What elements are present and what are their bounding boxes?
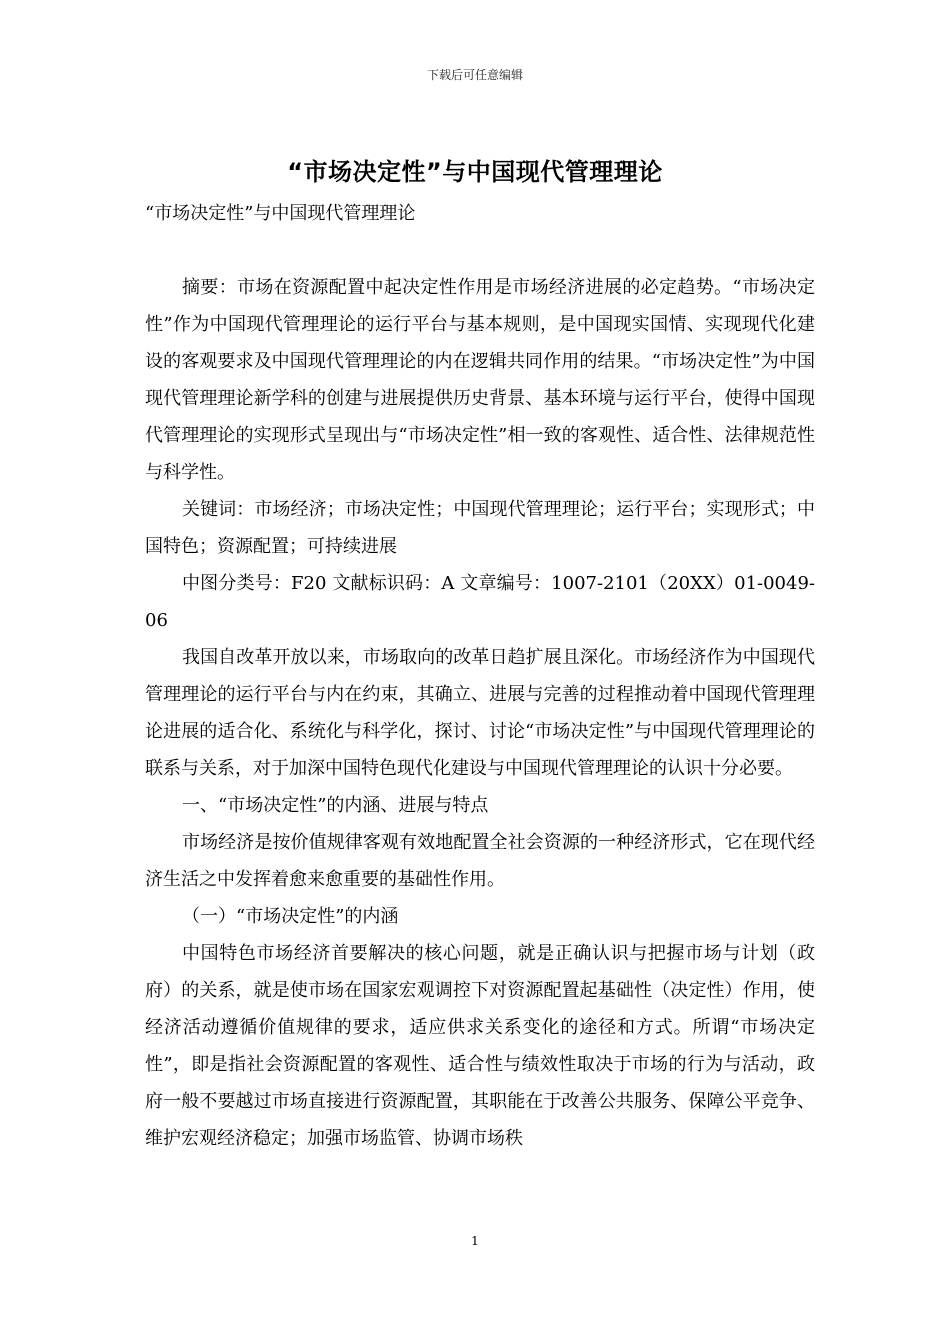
section-heading: 一、“市场决定性”的内涵、进展与特点	[182, 795, 489, 816]
classification-paragraph: 中图分类号：F20 文献标识码：A 文章编号：1007-2101（20XX）01-0049-06	[145, 573, 815, 631]
page-number: 1	[471, 1234, 479, 1248]
subsection-heading: （一）“市场决定性”的内涵	[182, 906, 399, 927]
document-subtitle: “市场决定性”与中国现代管理理论	[145, 203, 416, 224]
abstract-paragraph: 摘要：市场在资源配置中起决定性作用是市场经济进展的必定趋势。“市场决定性”作为中国现代管理理论的运行平台与基本规则，是中国现实国情、实现现代化建设的客观要求及中国现代管理理论的内在逻辑共同作用的结果。“市场决定性”为中国现代管理理论新学科的创建与进展提供历史背景、基本环境与运行平台，使得中国现代管理理论的实现形式呈现出与“市场决定性”相一致的客观性、适合性、法律规范性与科学性。	[145, 277, 815, 483]
document-title: “市场决定性”与中国现代管理理论	[287, 158, 663, 186]
header-note: 下载后可任意编辑	[426, 68, 523, 82]
body-paragraph: 市场经济是按价值规律客观有效地配置全社会资源的一种经济形式，它在现代经济生活之中发挥着愈来愈重要的基础性作用。	[145, 832, 815, 890]
body-paragraph: 我国自改革开放以来，市场取向的改革日趋扩展且深化。市场经济作为中国现代管理理论的运行平台与内在约束，其确立、进展与完善的过程推动着中国现代管理理论进展的适合化、系统化与科学化，探讨、讨论“市场决定性”与中国现代管理理论的联系与关系，对于加深中国特色现代化建设与中国现代管理理论的认识十分必要。	[145, 647, 815, 779]
blank-line	[145, 232, 815, 269]
document-body	[145, 195, 815, 1157]
keywords-paragraph: 关键词：市场经济；市场决定性；中国现代管理理论；运行平台；实现形式；中国特色；资源配置；可持续进展	[145, 499, 815, 557]
body-paragraph: 中国特色市场经济首要解决的核心问题，就是正确认识与把握市场与计划（政府）的关系，就是使市场在国家宏观调控下对资源配置起基础性（决定性）作用，使经济活动遵循价值规律的要求，适应供求关系变化的途径和方式。所谓“市场决定性”，即是指社会资源配置的客观性、适合性与绩效性取决于市场的行为与活动，政府一般不要越过市场直接进行资源配置，其职能在于改善公共服务、保障公平竞争、维护宏观经济稳定；加强市场监管、协调市场秩	[145, 943, 815, 1149]
